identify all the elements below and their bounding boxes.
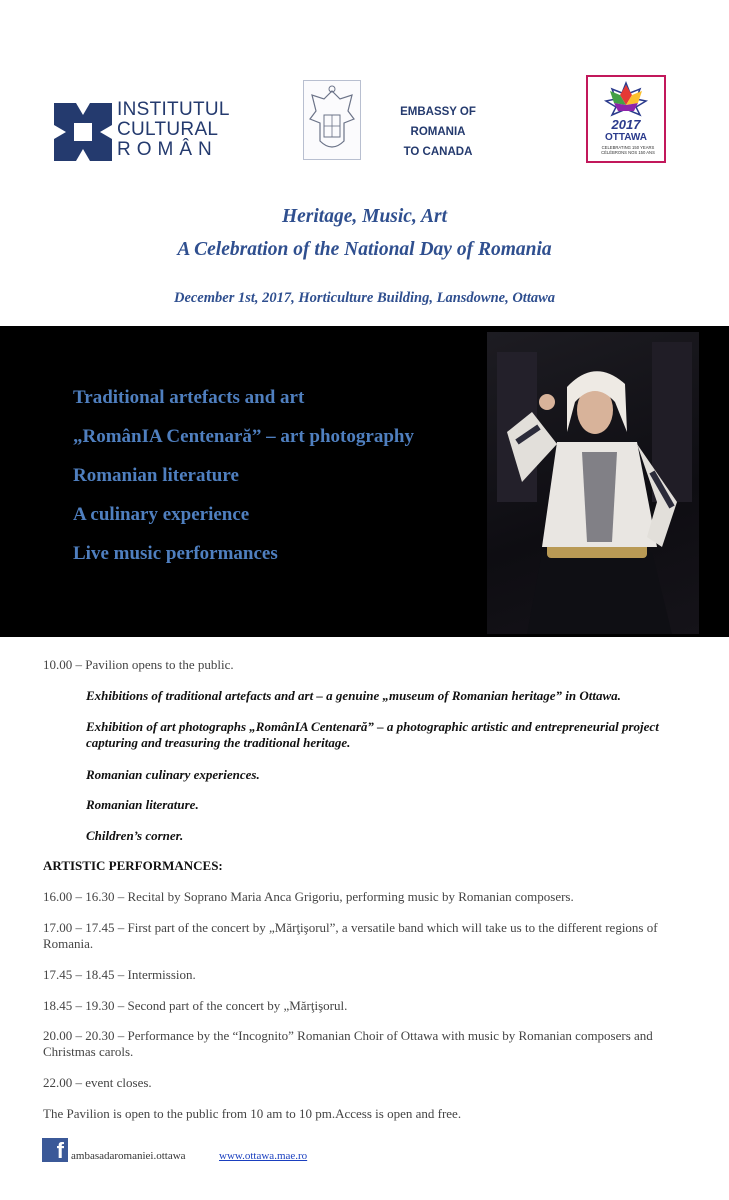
program-item: Romanian literature. [86, 797, 199, 812]
icr-line: CULTURAL [117, 119, 219, 140]
embassy-line: EMBASSY OF ROMANIA [400, 106, 476, 138]
highlight-item: Traditional artefacts and art [73, 387, 305, 408]
facebook-page-link[interactable]: ambasadaromaniei.ottawa [71, 1150, 186, 1162]
program-item: Exhibition of art photographs „RomânIA Centenară” – a photographic artistic and entrepreneurial project capturing and treasuring the traditional heritage. [86, 719, 659, 750]
facebook-icon[interactable]: f [42, 1138, 68, 1162]
coat-of-arms-icon [303, 80, 361, 160]
highlight-item: Live music performances [73, 543, 278, 564]
performances-heading: ARTISTIC PERFORMANCES: [43, 858, 223, 873]
c150-subtitle [592, 145, 664, 155]
icr-name [117, 100, 230, 160]
performance-item: 20.00 – 20.30 – Performance by the “Incognito” Romanian Choir of Ottawa with music by Romanian composers and Christmas carols. [43, 1028, 653, 1059]
canada-150-logo [586, 75, 666, 163]
opening-time: 10.00 – Pavilion opens to the public. [43, 657, 234, 672]
icr-line: ROMÂN [117, 139, 218, 160]
performance-item: 22.00 – event closes. [43, 1075, 152, 1090]
highlights-list [73, 386, 414, 581]
highlight-item: A culinary experience [73, 504, 250, 525]
highlights-banner [0, 326, 729, 637]
closing-note: The Pavilion is open to the public from 10 am to 10 pm.Access is open and free. [43, 1106, 462, 1121]
c150-sub-line: CÉLÉBRONS NOS 150 ANS [601, 150, 655, 155]
performance-item: 18.45 – 19.30 – Second part of the concert by „Mărţişorul. [43, 998, 348, 1013]
c150-year: 2017 [611, 117, 641, 132]
c150-sub-line: CELEBRATING 150 YEARS [601, 145, 655, 150]
highlight-item: „RomânIA Centenară” – art photography [73, 426, 414, 447]
footer [42, 1138, 542, 1164]
performance-item: 17.00 – 17.45 – First part of the concert by „Mărţişorul”, a versatile band which will take us to the different regions of Romania. [43, 920, 658, 951]
icr-logo [54, 100, 234, 162]
embassy-logo [303, 80, 503, 162]
highlight-item: Romanian literature [73, 465, 239, 486]
program-item: Romanian culinary experiences. [86, 767, 260, 782]
performance-item: 17.45 – 18.45 – Intermission. [43, 967, 196, 982]
maple-leaf-icon [588, 79, 664, 119]
event-date-place: December 1st, 2017, Horticulture Building, Lansdowne, Ottawa [173, 290, 556, 306]
icr-cross-icon [54, 103, 112, 161]
program-item: Children’s corner. [86, 828, 184, 843]
portrait-photo [487, 332, 699, 634]
performance-item: 16.00 – 16.30 – Recital by Soprano Maria Anca Grigoriu, performing music by Romanian composers. [43, 889, 574, 904]
event-title: Heritage, Music, Art [281, 206, 448, 227]
program-item: Exhibitions of traditional artefacts and art – a genuine „museum of Romanian heritage” in Ottawa. [86, 688, 621, 703]
icr-line: INSTITUTUL [117, 99, 230, 120]
embassy-name [373, 102, 503, 162]
website-link[interactable]: www.ottawa.mae.ro [219, 1150, 308, 1162]
embassy-line: TO CANADA [403, 146, 473, 158]
c150-city: OTTAWA [604, 132, 648, 143]
event-subtitle: A Celebration of the National Day of Romania [177, 239, 552, 260]
